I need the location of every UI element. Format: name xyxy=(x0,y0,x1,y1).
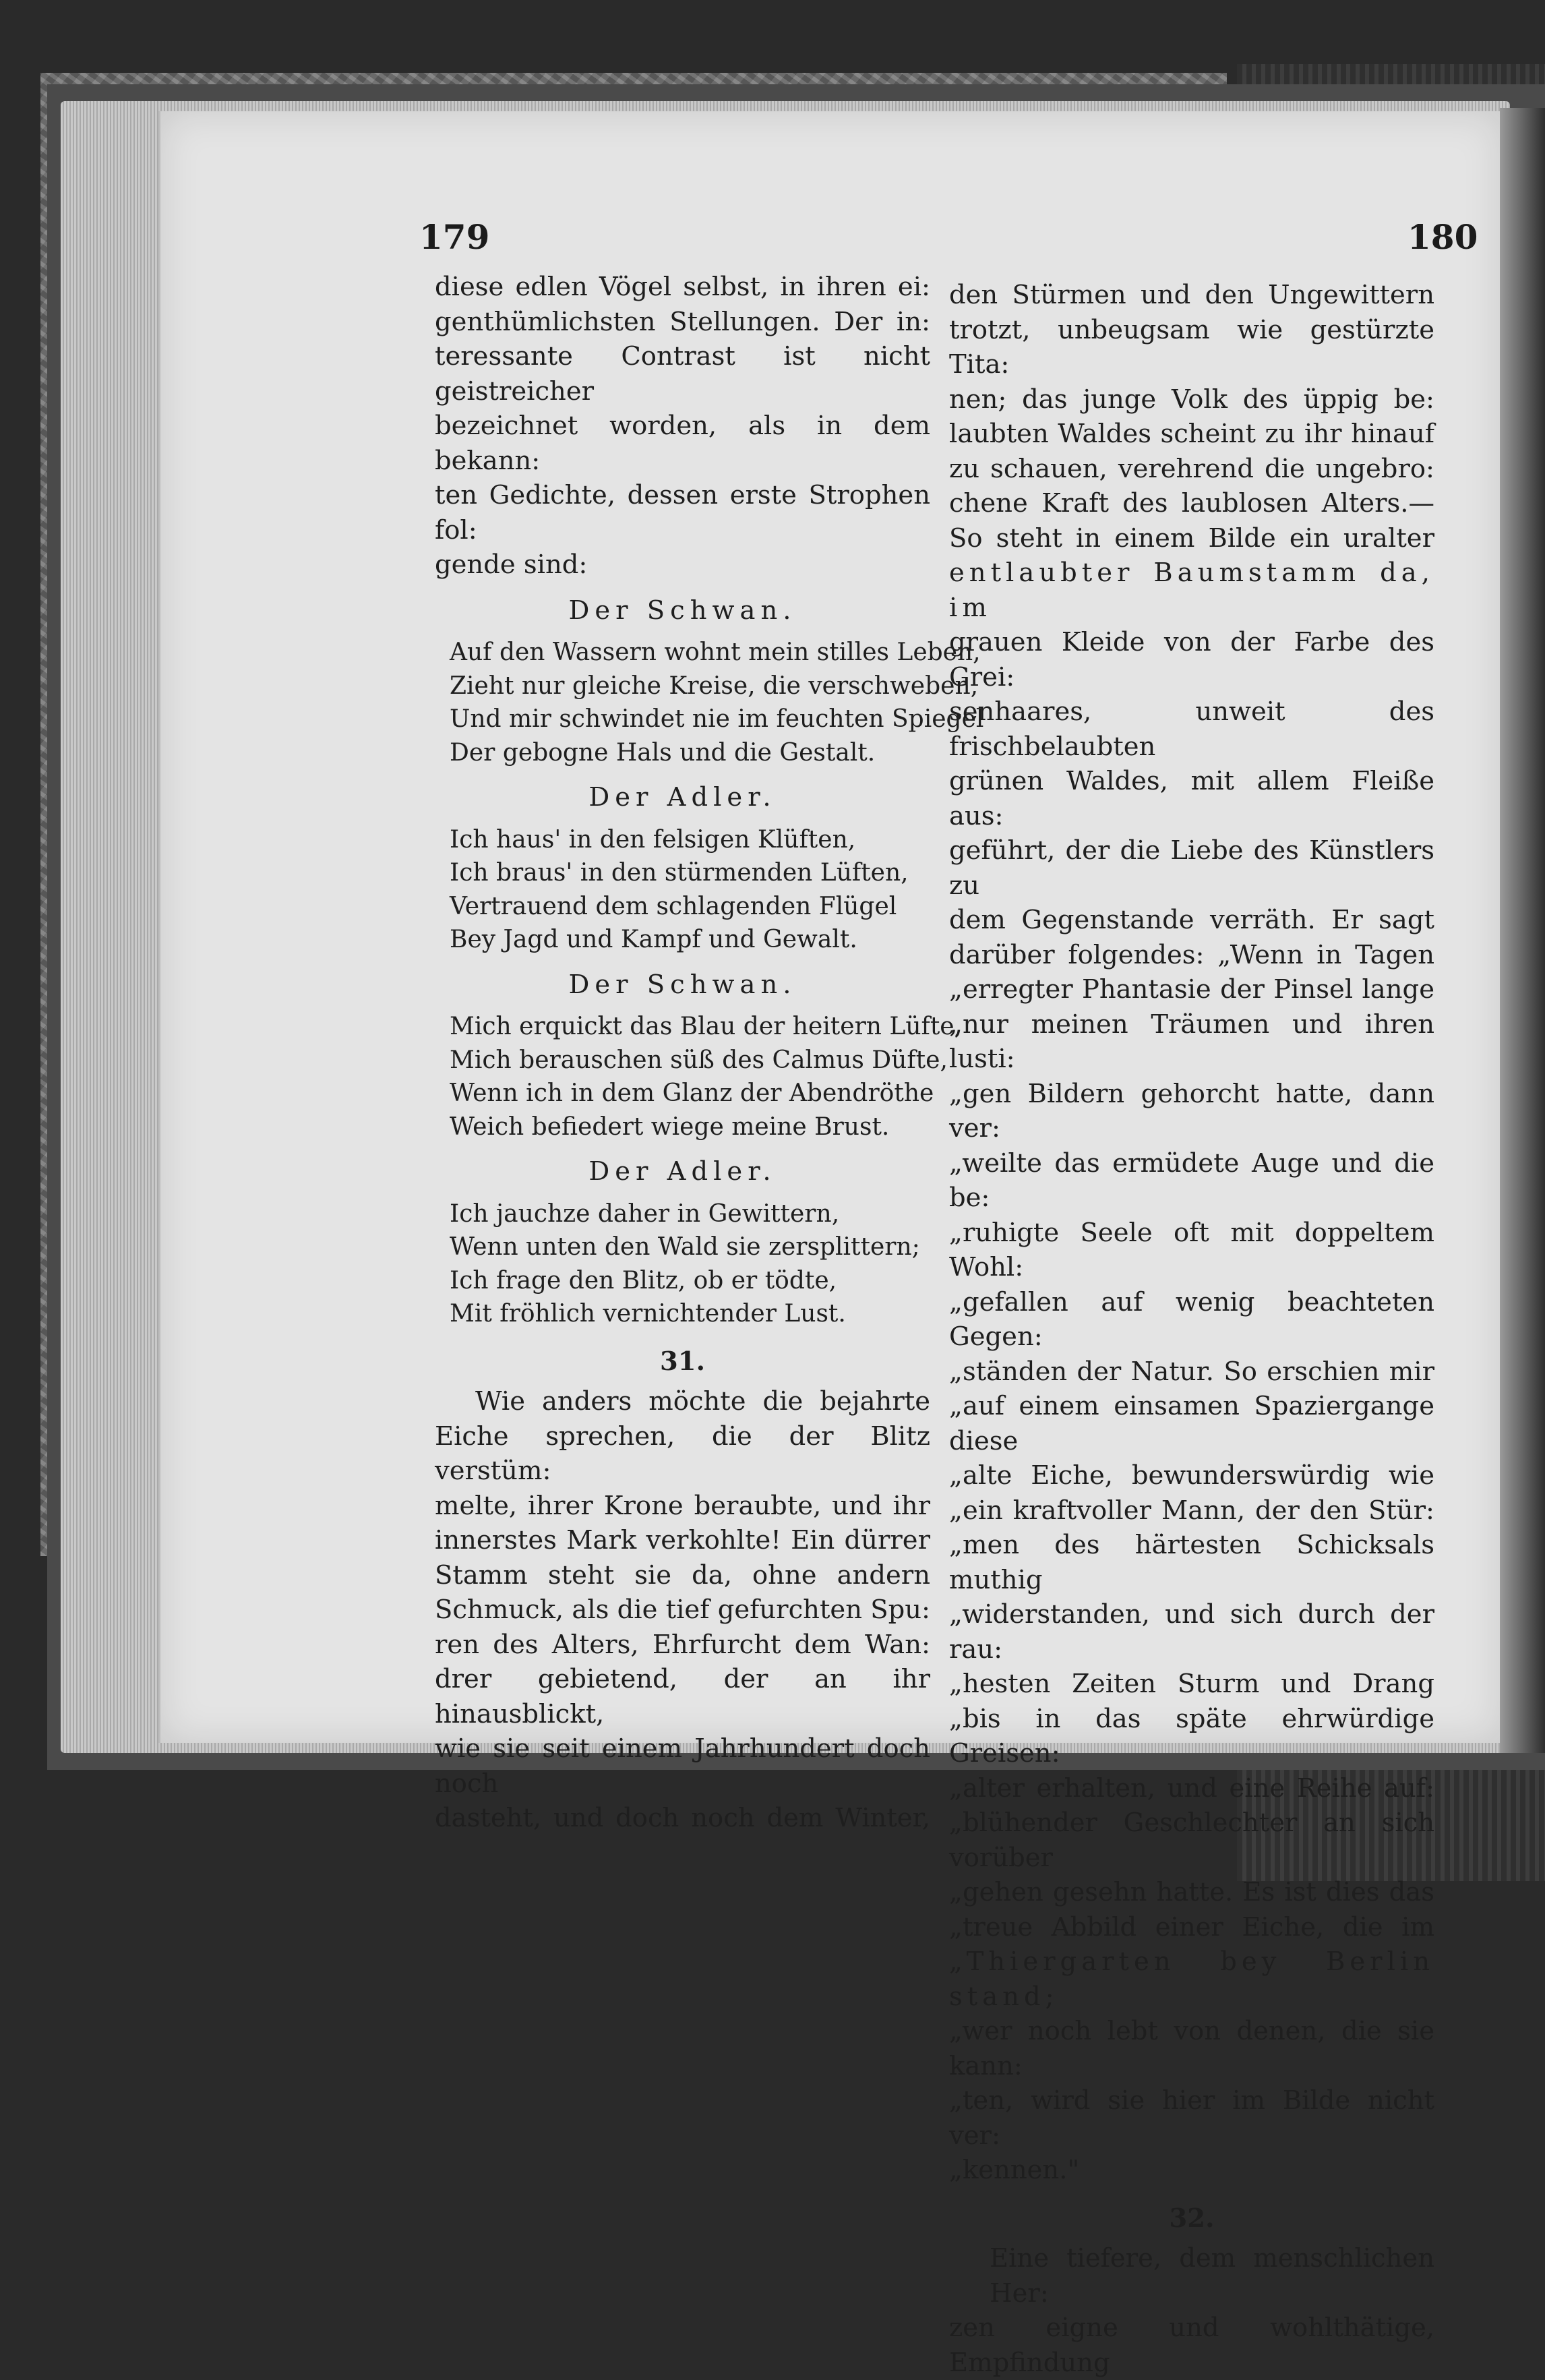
text-line: „bis in das späte ehrwürdige Greisen: xyxy=(949,1703,1434,1768)
stanza-heading: Der Schwan. xyxy=(568,969,797,1000)
verse-line: Ich haus' in den felsigen Klüften, xyxy=(450,825,856,854)
stanza xyxy=(435,636,984,769)
text-line: gende sind: xyxy=(435,549,588,580)
text-line: „gehen gesehn hatte. Es ist dies das xyxy=(949,1877,1434,1907)
text-line: zu schauen, verehrend die ungebro: xyxy=(949,453,1434,484)
text-line: „blühender Geschlechter an sich vorüber xyxy=(949,1808,1434,1873)
text-line: senhaares, unweit des frischbelaubten xyxy=(949,696,1434,762)
stanza xyxy=(435,1010,963,1143)
text-line: Eiche sprechen, die der Blitz verstüm: xyxy=(435,1421,930,1486)
text-line: „Thiergarten bey Berlin stand; xyxy=(949,1946,1434,2012)
text-line: „ständen der Natur. So erschien mir xyxy=(949,1356,1434,1387)
text-line: darüber folgendes: „Wenn in Tagen xyxy=(949,939,1434,970)
verse-line: Der gebogne Hals und die Gestalt. xyxy=(450,738,876,767)
text-line: diese edlen Vögel selbst, in ihren ei: xyxy=(435,272,930,302)
text-line: „ein kraftvoller Mann, der den Stür: xyxy=(949,1495,1434,1526)
stanza xyxy=(435,1197,930,1331)
verse-line: Mich berauschen süß des Calmus Düfte, xyxy=(450,1046,948,1074)
verse-line: Bey Jagd und Kampf und Gewalt. xyxy=(450,926,857,953)
text-line: trotzt, unbeugsam wie gestürzte Tita: xyxy=(949,314,1434,380)
text-line: Eine tiefere, dem menschlichen Her: xyxy=(990,2243,1434,2309)
text-line: genthümlichsten Stellungen. Der in: xyxy=(435,306,930,337)
text-line: dem Gegenstande verräth. Er sagt xyxy=(949,905,1434,935)
text-line: „ten, wird sie hier im Bilde nicht ver: xyxy=(949,2085,1434,2151)
page-gutter xyxy=(1500,108,1545,1753)
verse-line: Und mir schwindet nie im feuchten Spiegel xyxy=(450,705,984,733)
verse-line: Mit fröhlich vernichtender Lust. xyxy=(450,1300,846,1328)
stanza-heading: Der Adler. xyxy=(588,782,777,812)
text-line: grauen Kleide von der Farbe des Grei: xyxy=(949,627,1434,692)
text-line: ren des Alters, Ehrfurcht dem Wan: xyxy=(435,1629,930,1660)
verse-line: Zieht nur gleiche Kreise, die verschweben, xyxy=(450,672,979,700)
text-line: Schmuck, als die tief gefurchten Spu: xyxy=(435,1595,931,1625)
text-line: „alte Eiche, bewunderswürdig wie xyxy=(949,1460,1434,1491)
verse-line: Wenn ich in dem Glanz der Abendröthe xyxy=(450,1079,934,1107)
text-line: Stamm steht sie da, ohne andern xyxy=(435,1559,930,1590)
text-line: „gefallen auf wenig beachteten Gegen: xyxy=(949,1286,1434,1352)
text-line: „gen Bildern gehorcht hatte, dann ver: xyxy=(949,1078,1434,1143)
stanza-heading: Der Schwan. xyxy=(568,595,797,626)
text-line: bezeichnet worden, als in dem bekann: xyxy=(435,411,930,476)
verse-line: Ich frage den Blitz, ob er tödte, xyxy=(450,1266,837,1295)
text-line: „alter erhalten, und eine Reihe auf: xyxy=(949,1773,1434,1804)
text-line: „wer noch lebt von denen, die sie kann: xyxy=(949,2016,1434,2081)
text-line: „treue Abbild einer Eiche, die im xyxy=(949,1911,1434,1942)
text-line: Wie anders möchte die bejahrte xyxy=(475,1386,930,1417)
section-number: 31. xyxy=(660,1346,705,1377)
text-line: „widerstanden, und sich durch der rau: xyxy=(949,1599,1434,1665)
text-line: wie sie seit einem Jahrhundert doch noch xyxy=(435,1733,930,1799)
text-line: grünen Waldes, mit allem Fleiße aus: xyxy=(949,766,1434,831)
left-column xyxy=(435,270,984,1836)
text-line: den Stürmen und den Ungewittern xyxy=(949,280,1434,310)
verse-line: Ich braus' in den stürmenden Lüften, xyxy=(450,859,909,887)
section-number: 32. xyxy=(1169,2203,1215,2234)
text-line: „auf einem einsamen Spaziergange diese xyxy=(949,1391,1434,1456)
verse-line: Mich erquickt das Blau der heitern Lüfte, xyxy=(450,1013,963,1040)
verse-line: Auf den Wassern wohnt mein stilles Leben, xyxy=(450,638,981,666)
right-column xyxy=(949,278,1434,2380)
text-line: „erregter Phantasie der Pinsel lange xyxy=(949,974,1434,1005)
text-line: So steht in einem Bilde ein uralter xyxy=(949,523,1434,554)
stanza-heading: Der Adler. xyxy=(588,1156,777,1187)
text-line: „hesten Zeiten Sturm und Drang xyxy=(949,1669,1434,1699)
text-line: laubten Waldes scheint zu ihr hinauf xyxy=(949,419,1434,449)
text-line: zen eigne und wohlthätige, Empfindung xyxy=(949,2313,1434,2378)
text-line: „ruhigte Seele oft mit doppeltem Wohl: xyxy=(949,1217,1434,1282)
text-line: „weilte das ermüdete Auge und die be: xyxy=(949,1148,1434,1213)
text-line: „nur meinen Träumen und ihren lusti: xyxy=(949,1009,1434,1074)
stanza xyxy=(435,823,930,957)
verse-line: Vertrauend dem schlagenden Flügel xyxy=(450,892,897,920)
text-line: „men des härtesten Schicksals muthig xyxy=(949,1530,1434,1595)
text-line: entlaubter Baumstamm da, im xyxy=(949,558,1434,623)
text-line: melte, ihrer Krone beraubte, und ihr xyxy=(435,1490,930,1521)
verse-line: Ich jauchze daher in Gewittern, xyxy=(450,1199,840,1228)
verse-line: Wenn unten den Wald sie zersplittern; xyxy=(450,1233,920,1261)
page-number-right: 180 xyxy=(1407,217,1478,257)
text-line: nen; das junge Volk des üppig be: xyxy=(949,384,1434,415)
verse-line: Weich befiedert wiege meine Brust. xyxy=(450,1112,890,1141)
text-line: „kennen." xyxy=(949,2155,1080,2185)
text-line: chene Kraft des laublosen Alters.— xyxy=(949,488,1434,518)
text-line: drer gebietend, der an ihr hinausblickt, xyxy=(435,1664,930,1729)
text-line: geführt, der die Liebe des Künstlers zu xyxy=(949,835,1434,901)
page-number-left: 179 xyxy=(419,217,490,257)
text-line: teressante Contrast ist nicht geistreicher xyxy=(435,341,930,407)
text-line: ten Gedichte, dessen erste Strophen fol: xyxy=(435,480,930,545)
text-line: dasteht, und doch noch dem Winter, xyxy=(435,1803,930,1833)
text-line: innerstes Mark verkohlte! Ein dürrer xyxy=(435,1525,930,1555)
